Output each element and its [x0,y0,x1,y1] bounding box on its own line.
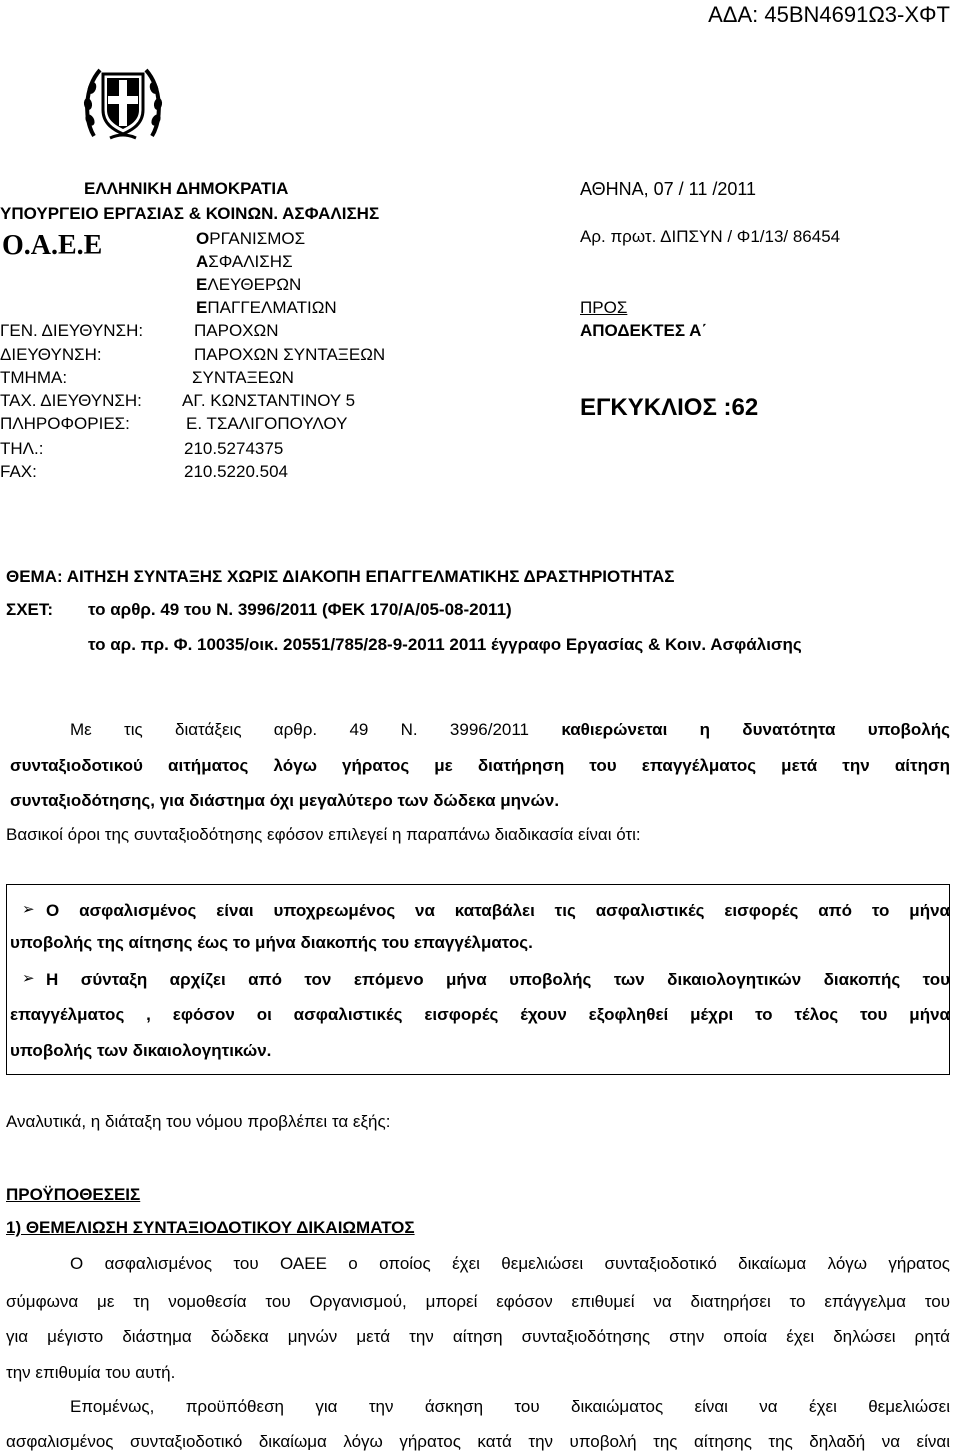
recipients: ΑΠΟΔΕΚΤΕΣ Α΄ [580,321,708,340]
condition-1-line-2: υποβολής της αίτησης έως το μήνα διακοπής του επαγγέλματος. [10,933,533,952]
document-date: ΑΘΗΝΑ, 07 / 11 /2011 [580,179,757,199]
condition-2-line-1: Η σύνταξη αρχίζει από τον επόμενο μήνα υποβολής των δικαιολογητικών διακοπής του [46,970,950,989]
org-name-line-1: ΟΡΓΑΝΙΣΜΟΣ [196,229,306,248]
intro-line-4: Βασικοί όροι της συνταξιοδότησης εφόσον επιλεγεί η παραπάνω διαδικασία είναι ότι: [6,825,641,844]
fax-value: 210.5220.504 [184,462,288,481]
postal-address-label: ΤΑΧ. ΔΙΕΥΘΥΝΣΗ: [0,391,142,410]
postal-address-value: ΑΓ. ΚΩΝΣΤΑΝΤΙΝΟΥ 5 [182,391,356,410]
ada-code: ΑΔΑ: 45ΒΝ4691Ω3-ΧΦΤ [708,2,950,27]
intro-line-2: συνταξιοδοτικού αιτήματος λόγω γήρατος με διατήρηση του επαγγέλματος μετά την αίτηση [10,756,950,775]
org-name-line-4: ΕΠΑΓΓΕΛΜΑΤΙΩΝ [196,298,337,317]
directorate-value: ΠΑΡΟΧΩΝ ΣΥΝΤΑΞΕΩΝ [194,345,386,364]
republic-title: ΕΛΛΗΝΙΚΗ ΔΗΜΟΚΡΑΤΙΑ [84,179,289,198]
paragraph-1-line-3: για μέγιστο διάστημα δώδεκα μηνών μετά την αίτηση συνταξιοδότησης στην οποία έχει δηλώσει ρητά [6,1327,950,1346]
condition-1-line-1: Ο ασφαλισμένος είναι υποχρεωμένος να καταβάλει τις ασφαλιστικές εισφορές από το μήνα [46,901,950,920]
prerequisites-heading: ΠΡΟΫΠΟΘΕΣΕΙΣ [6,1185,141,1204]
to-label: ΠΡΟΣ [580,298,628,317]
greek-coat-of-arms-icon [80,58,166,144]
info-label: ΠΛΗΡΟΦΟΡΙΕΣ: [0,414,130,433]
org-name-line-3: ΕΛΕΥΘΕΡΩΝ [196,275,302,294]
phone-value: 210.5274375 [184,439,284,458]
paragraph-1-line-4: την επιθυμία του αυτή. [6,1363,176,1382]
info-value: Ε. ΤΣΑΛΙΓΟΠΟΥΛΟΥ [186,414,348,433]
fax-label: FAX: [0,462,37,481]
directorate-label: ΔΙΕΥΘΥΝΣΗ: [0,345,102,364]
subject-line: ΘΕΜΑ: ΑΙΤΗΣΗ ΣΥΝΤΑΞΗΣ ΧΩΡΙΣ ΔΙΑΚΟΠΗ ΕΠΑΓΓΕΛΜΑΤΙΚΗΣ ΔΡΑΣΤΗΡΙΟΤΗΤΑΣ [6,567,675,586]
circular-number: ΕΓΚΥΚΛΙΟΣ :62 [580,394,759,421]
arrow-bullet-icon: ➢ [22,901,35,918]
analytic-intro: Αναλυτικά, η διάταξη του νόμου προβλέπει τα εξής: [6,1112,391,1131]
department-value: ΣΥΝΤΑΞΕΩΝ [192,368,294,387]
intro-line-3: συνταξιοδότησης, για διάστημα όχι μεγαλύτερο των δώδεκα μηνών. [10,791,560,810]
condition-2-line-3: υποβολής των δικαιολογητικών. [10,1041,272,1060]
related-item-2: το αρ. πρ. Φ. 10035/οικ. 20551/785/28-9-2011 2011 έγγραφο Εργασίας & Κοιν. Ασφάλισης [88,635,802,654]
org-name-line-2: ΑΣΦΑΛΙΣΗΣ [196,252,293,271]
paragraph-1-line-2: σύμφωνα με τη νομοθεσία του Οργανισμού, μπορεί εφόσον επιθυμεί να διατηρήσει το επάγγελμα του [6,1292,950,1311]
related-item-1: το αρθρ. 49 του Ν. 3996/2011 (ΦΕΚ 170/Α/05-08-2011) [88,600,512,619]
condition-2-line-2: επαγγέλματος , εφόσον οι ασφαλιστικές εισφορές έχουν εξοφληθεί μέχρι το τέλος του μήνα [10,1005,950,1024]
paragraph-2-line-2: ασφαλισμένος συνταξιοδοτικό δικαίωμα λόγω γήρατος κατά την υποβολή της αίτησης της δηλαδή να είναι [6,1432,950,1451]
org-abbreviation: Ο.Α.Ε.Ε [2,230,103,261]
ministry-title: ΥΠΟΥΡΓΕΙΟ ΕΡΓΑΣΙΑΣ & ΚΟΙΝΩΝ. ΑΣΦΑΛΙΣΗΣ [0,204,380,223]
paragraph-1-line-1: Ο ασφαλισμένος του ΟΑΕΕ ο οποίος έχει θεμελιώσει συνταξιοδοτικό δικαίωμα λόγω γήρατος [70,1254,950,1273]
arrow-bullet-icon: ➢ [22,970,35,987]
related-label: ΣΧΕΤ: [6,600,54,619]
general-directorate-value: ΠΑΡΟΧΩΝ [194,321,279,340]
phone-label: ΤΗΛ.: [0,439,44,458]
protocol-number: Αρ. πρωτ. ΔΙΠΣΥΝ / Φ1/13/ 86454 [580,227,841,246]
department-label: ΤΜΗΜΑ: [0,368,68,387]
intro-line-1: Με τις διατάξεις αρθρ. 49 Ν. 3996/2011 καθιερώνεται η δυνατότητα υποβολής [70,720,950,739]
paragraph-2-line-1: Επομένως, προϋπόθεση για την άσκηση του δικαιώματος είναι να έχει θεμελιώσει [70,1397,950,1416]
section-1-heading: 1) ΘΕΜΕΛΙΩΣΗ ΣΥΝΤΑΞΙΟΔΟΤΙΚΟΥ ΔΙΚΑΙΩΜΑΤΟΣ [6,1218,415,1237]
general-directorate-label: ΓΕΝ. ΔΙΕΥΘΥΝΣΗ: [0,321,144,340]
